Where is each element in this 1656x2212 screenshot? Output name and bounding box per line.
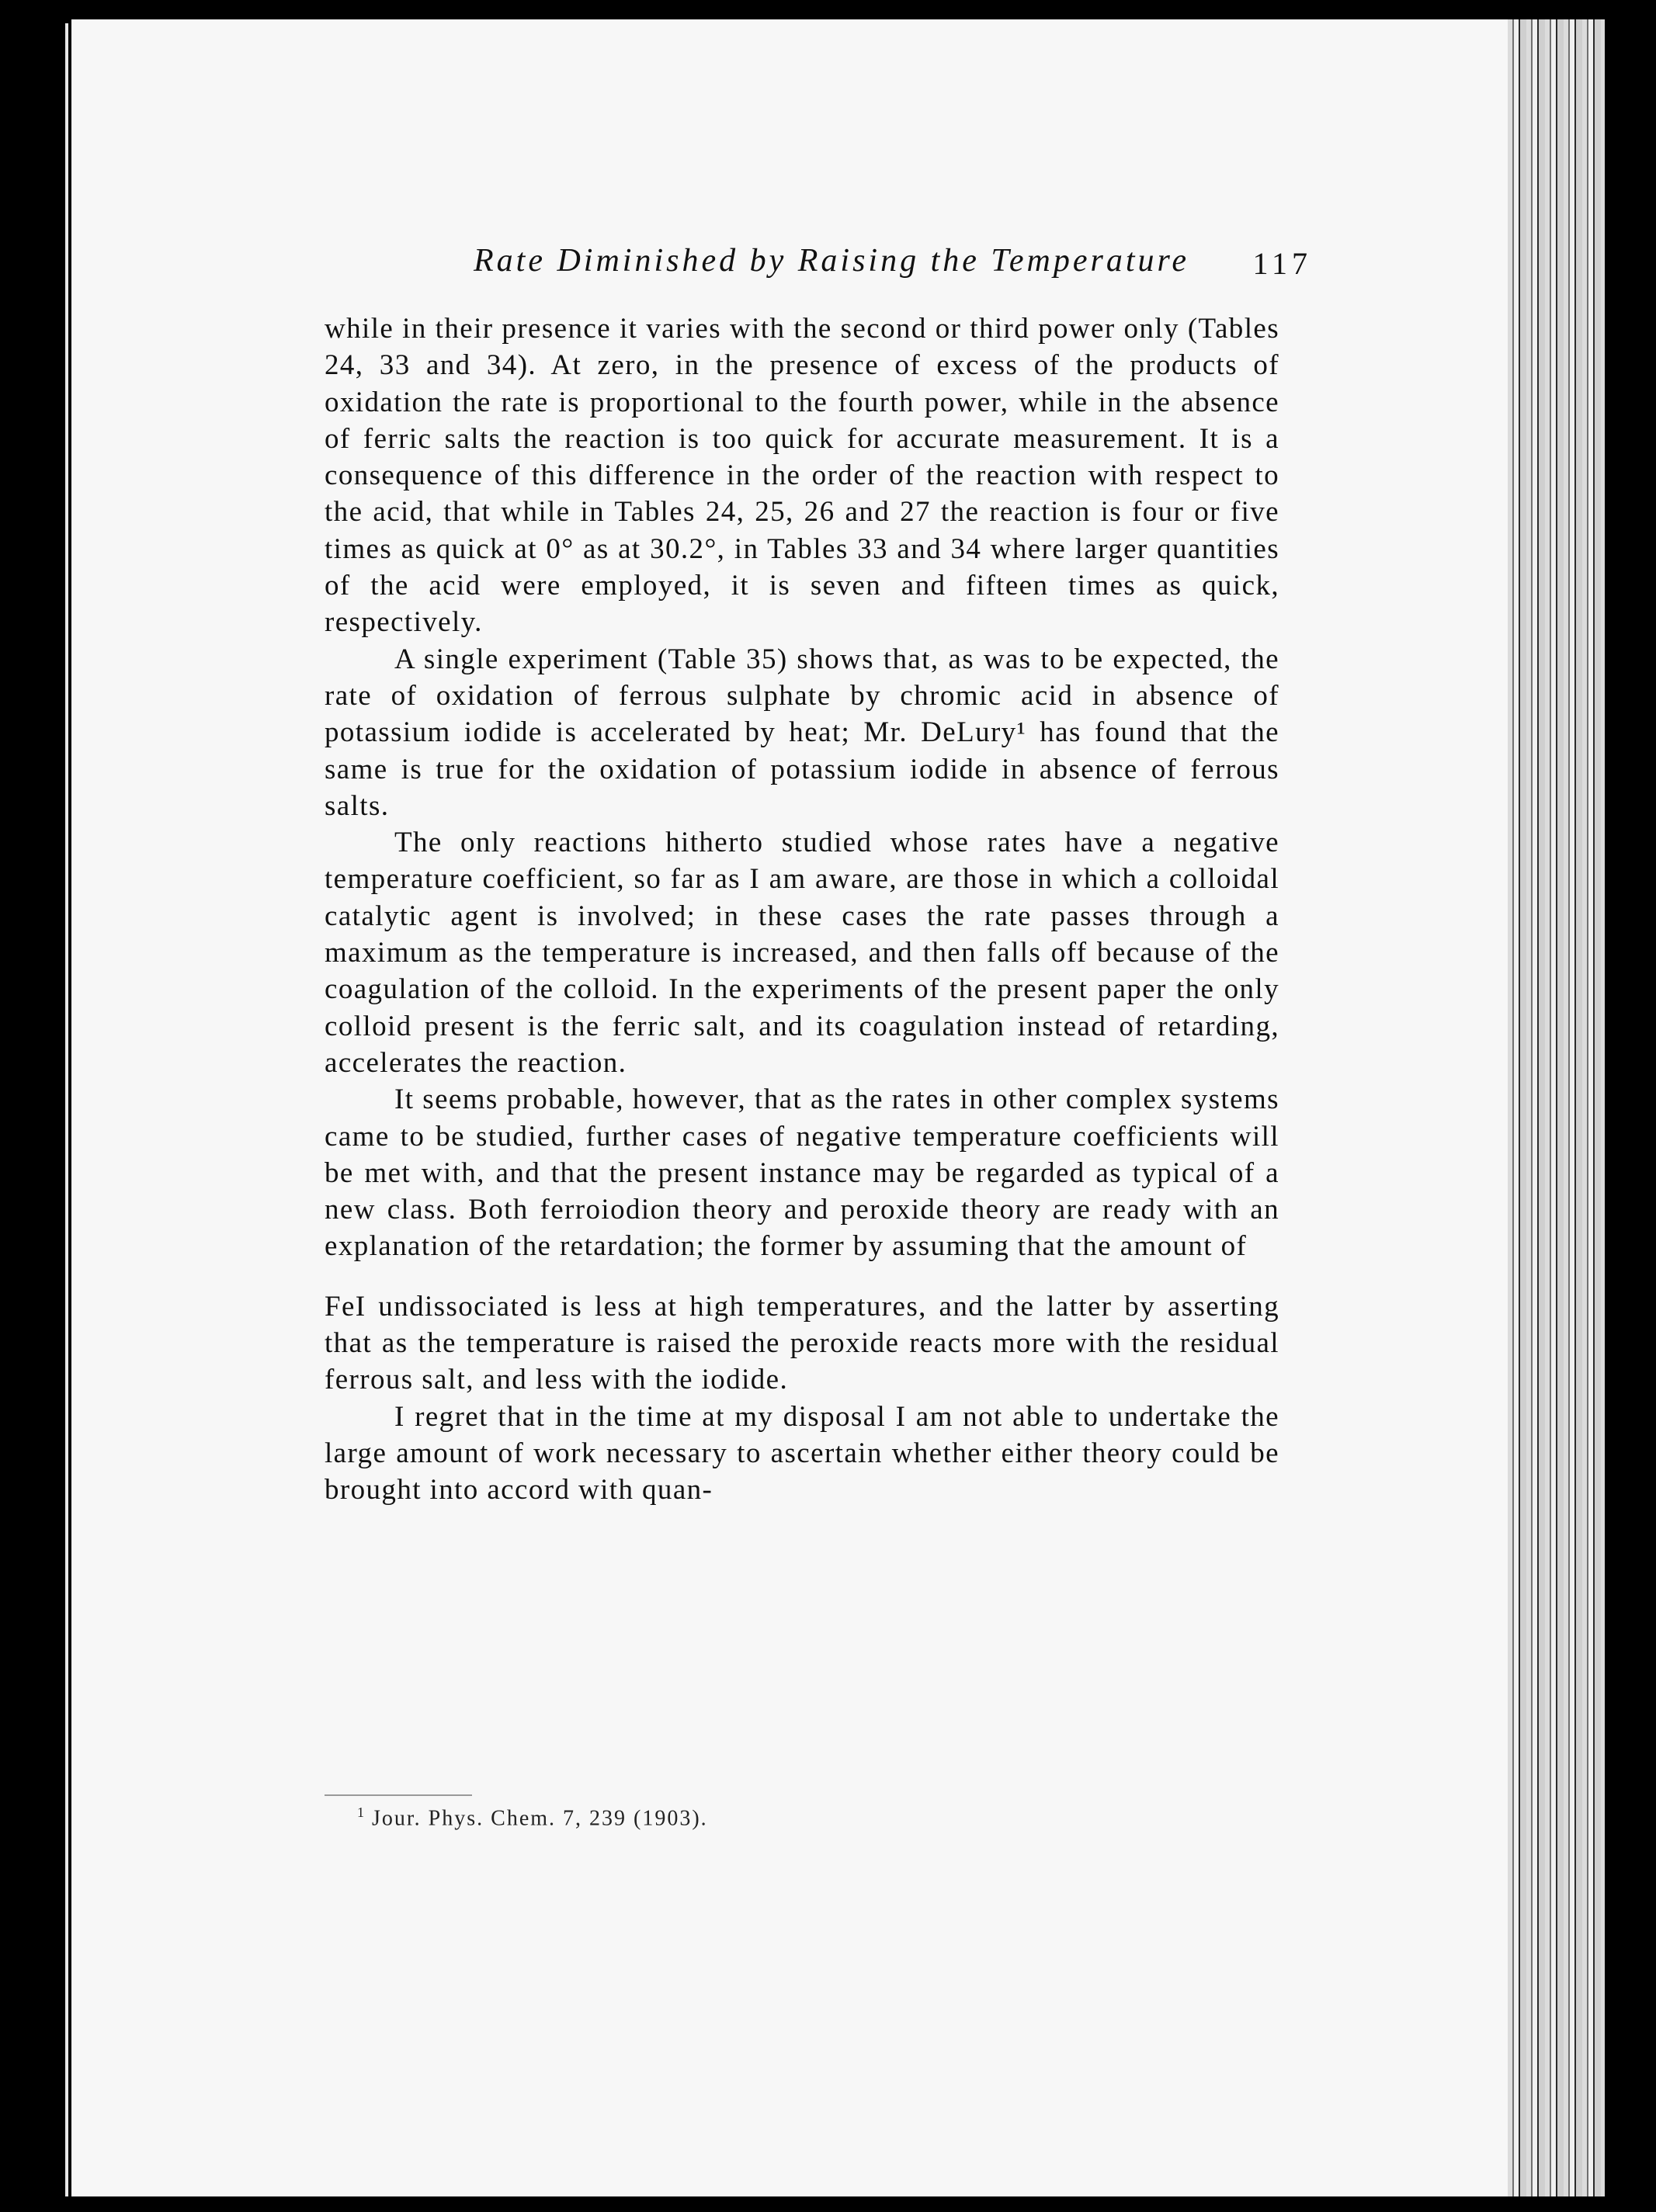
page-number: 117: [1252, 246, 1312, 281]
footnote-mark: 1: [357, 1805, 366, 1820]
footnote-rule: [325, 1794, 472, 1796]
paragraph-1: while in their presence it varies with the second or third power only (Tables 24, 33 and 34). At zero, in the presence of excess of the products of oxidation the rate is proportional to the fourth power, while in the absence of ferric salts the reaction is too quick for accurate measurement. It is a consequence of this difference in the order of the reaction with respect to the acid, that while in Tables 24, 25, 26 and 27 the reaction is four or five times as quick at 0° as at 30.2°, in Tables 33 and 34 where larger quantities of the acid were employed, it is seven and fifteen times as quick, respectively.: [325, 313, 1279, 639]
paragraph-3: The only reactions hitherto studied whose rates have a negative temperature coefficient, so far as I am aware, are those in which a colloidal catalytic agent is involved; in these cases the rate passes through a maximum as the temperature is increased, and then falls off because of the coagulation of the colloid. In the experiments of the present paper the only colloid present is the ferric salt, and its coagulation instead of retarding, accelerates the reaction.: [325, 827, 1279, 1079]
paragraph-gap: [325, 1265, 1279, 1288]
left-margin-edge: [0, 0, 70, 2212]
paragraph-6: I regret that in the time at my disposal I am not able to undertake the large amount of work necessary to ascertain whether either theory could be brought into accord with quan-: [325, 1400, 1279, 1506]
paragraph-5: FeI undissociated is less at high temperatures, and the latter by asserting that as the temperature is raised the peroxide reacts more with the residual ferrous salt, and less with the iodide.: [325, 1290, 1279, 1396]
right-margin-edge: [1605, 0, 1656, 2212]
page-binding-line: [65, 23, 68, 2196]
paragraph-2: A single experiment (Table 35) shows that, as was to be expected, the rate of oxidation of ferrous sulphate by chromic acid in absence of potassium iodide is accelerated by heat; Mr. DeLury¹ has found that the same is true for the oxidation of potassium iodide in absence of ferrous salts.: [325, 643, 1279, 822]
body-text: [325, 310, 1279, 1509]
page-header: [474, 242, 1312, 289]
page-edge-stack: [1508, 19, 1605, 2196]
running-title: Rate Diminished by Raising the Temperature: [474, 243, 1189, 279]
paragraph-4: It seems probable, however, that as the rates in other complex systems came to be studied, further cases of negative temperature coefficients will be met with, and that the present instance may be regarded as typical of a new class. Both ferroiodion theory and peroxide theory are ready with an explanation of the retardation; the former by assuming that the amount of: [325, 1083, 1279, 1263]
footnote: [357, 1805, 708, 1831]
footnote-text: Jour. Phys. Chem. 7, 239 (1903).: [372, 1806, 708, 1831]
